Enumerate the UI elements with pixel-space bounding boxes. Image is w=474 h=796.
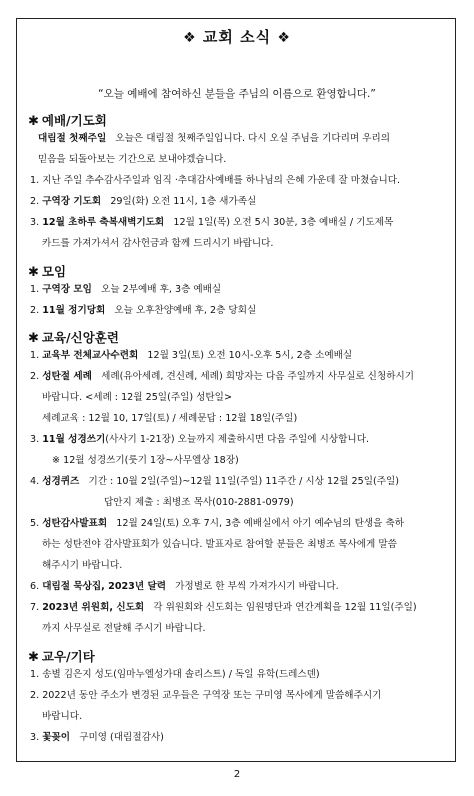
education-item-7-cont: 까지 사무실로 전달해 주시기 바랍니다. — [42, 623, 206, 634]
item-title: 성경퀴즈 — [42, 476, 80, 487]
item-number: 3. — [30, 217, 40, 228]
worship-item-3-cont: 카드를 가져가셔서 감사헌금과 함께 드리시기 바랍니다. — [42, 238, 274, 249]
education-item-5 — [30, 518, 404, 530]
item-number: 2. — [30, 371, 40, 382]
item-text: 오늘은 대림절 첫째주일입니다. 다시 오실 주님을 기다리며 우리의 — [115, 133, 390, 144]
section-heading-text: 교육/신앙훈련 — [41, 330, 119, 345]
section-heading-meetings — [28, 262, 66, 280]
asterisk-icon: ✱ — [28, 650, 39, 665]
section-heading-text: 예배/기도회 — [41, 113, 107, 128]
meeting-item-2 — [30, 305, 256, 317]
item-text: 세례(유아세례, 견신례, 세례) 희망자는 다음 주일까지 사무실로 신청하시기 — [101, 371, 415, 382]
item-text: 오늘 오후찬양예배 후, 2층 당회실 — [114, 305, 257, 316]
item-number: 1. — [30, 350, 40, 361]
item-number: 1. — [30, 284, 40, 295]
item-title: 대림절 묵상집, 2023년 달력 — [42, 581, 166, 592]
item-title: 꽃꽂이 — [42, 732, 71, 743]
item-text: 오늘 2부예배 후, 3층 예배실 — [101, 284, 222, 295]
education-item-5-cont2: 해주시기 바랍니다. — [42, 560, 123, 571]
item-title: 구역장 기도회 — [42, 196, 102, 207]
item-title: 대림절 첫째주일 — [38, 133, 107, 144]
item-text: 각 위원회와 신도회는 임원명단과 연간계획을 12월 11일(주일) — [153, 602, 417, 613]
item-title: 11월 성경쓰기 — [42, 434, 106, 445]
education-item-3-note: ※ 12월 성경쓰기(룻기 1장~사무엘상 18장) — [52, 455, 239, 466]
item-text: 구미영 (대림절감사) — [79, 732, 164, 743]
education-item-2 — [30, 371, 414, 383]
item-text: 12월 3일(토) 오전 10시-오후 5시, 2층 소예배실 — [147, 350, 353, 361]
item-number: 5. — [30, 518, 40, 529]
item-number: 3. — [30, 732, 40, 743]
education-item-3 — [30, 434, 369, 446]
education-item-6 — [30, 581, 339, 593]
section-heading-text: 모임 — [41, 264, 67, 279]
item-title: 11월 정기당회 — [42, 305, 106, 316]
asterisk-icon: ✱ — [28, 114, 39, 129]
section-heading-members — [28, 647, 95, 665]
item-text: 29일(화) 오전 11시, 1층 새가족실 — [110, 196, 257, 207]
education-item-7 — [30, 602, 417, 614]
asterisk-icon: ✱ — [28, 265, 39, 280]
page-title — [0, 26, 474, 47]
item-text: 12월 1일(목) 오전 5시 30분, 3층 예배실 / 기도제목 — [173, 217, 394, 228]
page-number: 2 — [233, 769, 241, 780]
education-item-4 — [30, 476, 399, 488]
members-item-2-cont: 바랍니다. — [42, 711, 83, 722]
item-text: 12월 24일(토) 오후 7시, 3층 예배실에서 아기 예수님의 탄생을 축하 — [116, 518, 405, 529]
item-text: (사사기 1-21장) 오늘까지 제출하시면 다음 주일에 시상합니다. — [105, 434, 370, 445]
education-item-2-cont: 바랍니다. <세례 : 12월 25일(주일) 성탄일> — [42, 392, 232, 403]
education-item-1 — [30, 350, 352, 362]
item-title: 성탄절 세례 — [42, 371, 92, 382]
education-item-2-detail: 세례교육 : 12월 10, 17일(토) / 세례문답 : 12월 18일(주일) — [42, 413, 298, 424]
item-number: 6. — [30, 581, 40, 592]
item-number: 2. — [30, 196, 40, 207]
meeting-item-1 — [30, 284, 221, 296]
education-item-4-cont: 답안지 제출 : 최병조 목사(010-2881-0979) — [104, 497, 294, 508]
members-item-1: 1. 송별 김은지 성도(임마누엘성가대 솔리스트) / 독일 유학(드레스덴) — [30, 669, 320, 680]
section-heading-text: 교우/기타 — [41, 649, 95, 664]
section-heading-education — [28, 328, 119, 346]
diamond-ornament-icon: ❖ — [183, 30, 197, 46]
worship-item-2 — [30, 196, 256, 208]
item-number: 2. — [30, 305, 40, 316]
item-text: 가정별로 한 부씩 가져가시기 바랍니다. — [175, 581, 339, 592]
item-title: 2023년 위원회, 신도회 — [42, 602, 145, 613]
item-title: 교육부 전체교사수련회 — [42, 350, 139, 361]
worship-item-1: 1. 지난 주일 추수감사주일과 임직 ·추대감사예배를 하나님의 은혜 가운데 잘 마쳤습니다. — [30, 175, 401, 186]
item-title: 구역장 모임 — [42, 284, 92, 295]
worship-intro — [38, 133, 390, 145]
item-number: 4. — [30, 476, 40, 487]
item-number: 7. — [30, 602, 40, 613]
worship-intro-cont: 믿음을 되돌아보는 기간으로 보내야겠습니다. — [38, 154, 227, 165]
education-item-5-cont: 하는 성탄전야 감사발표회가 있습니다. 발표자로 참여할 분들은 최병조 목사에게 말씀 — [42, 539, 397, 550]
members-item-2: 2. 2022년 동안 주소가 변경된 교우들은 구역장 또는 구미영 목사에게 말씀해주시기 — [30, 690, 382, 701]
item-text: 기간 : 10월 2일(주일)~12월 11일(주일) 11주간 / 시상 12월 25일(주일) — [88, 476, 400, 487]
welcome-message: “오늘 예배에 참여하신 분들을 주님의 이름으로 환영합니다.” — [98, 88, 376, 100]
worship-item-3 — [30, 217, 393, 229]
members-item-3 — [30, 732, 164, 744]
section-heading-worship — [28, 111, 107, 129]
asterisk-icon: ✱ — [28, 331, 39, 346]
title-text: 교회 소식 — [202, 28, 272, 46]
item-title: 12월 초하루 축복새벽기도회 — [42, 217, 165, 228]
diamond-ornament-icon: ❖ — [277, 30, 291, 46]
item-title: 성탄감사발표회 — [42, 518, 108, 529]
item-number: 3. — [30, 434, 40, 445]
